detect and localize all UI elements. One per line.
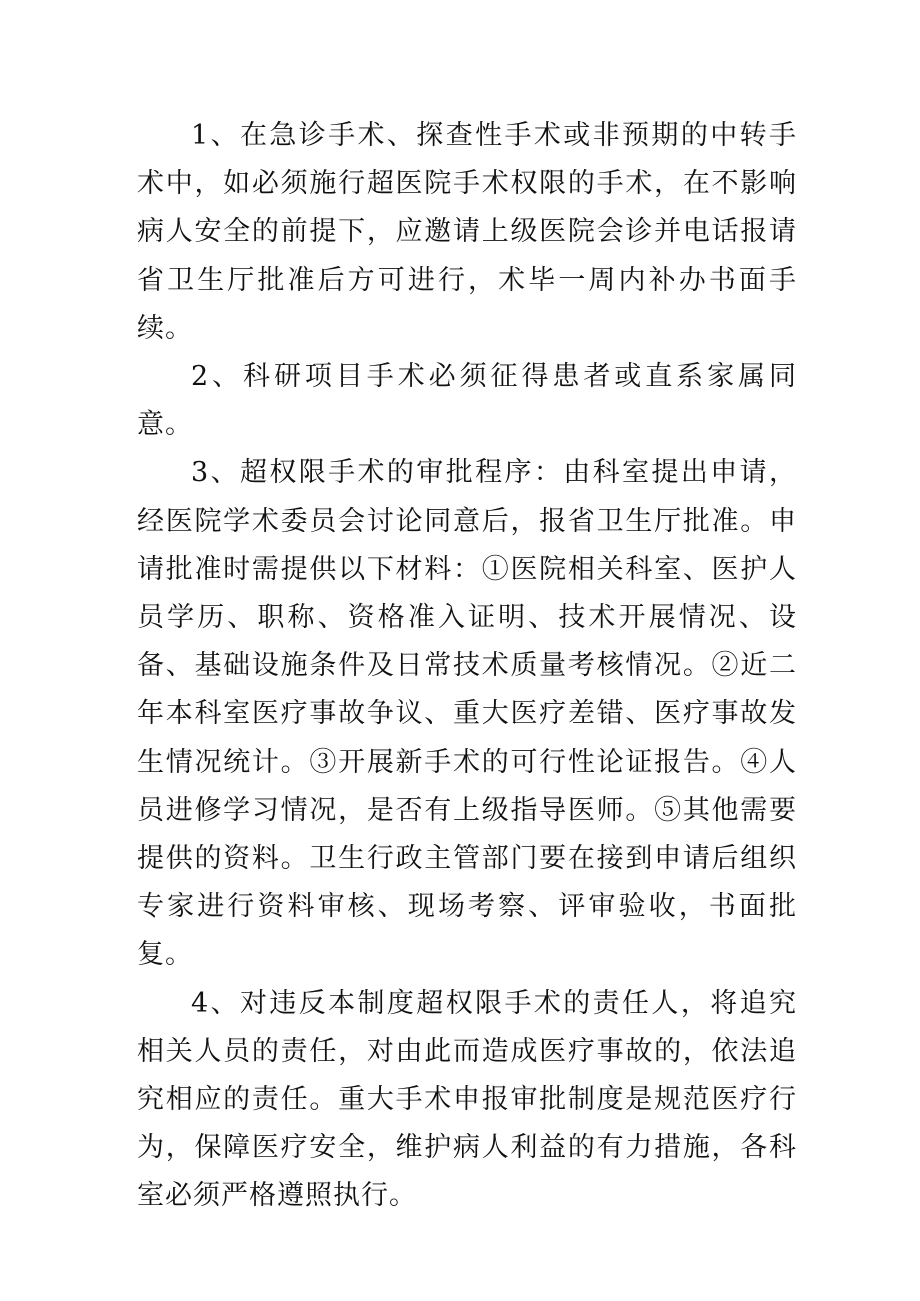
paragraph-1: 1、在急诊手术、探查性手术或非预期的中转手术中，如必须施行超医院手术权限的手术，在不影响病人安全的前提下，应邀请上级医院会诊并电话报请省卫生厅批准后方可进行，术毕一周内补办书面手续。 <box>137 120 797 344</box>
paragraph-3: 3、超权限手术的审批程序：由科室提出申请，经医院学术委员会讨论同意后，报省卫生厅批准。申请批准时需提供以下材料：①医院相关科室、医护人员学历、职称、资格准入证明、技术开展情况、设备、基础设施条件及日常技术质量考核情况。②近二年本科室医疗事故争议、重大医疗差错、医疗事故发生情况统计。③开展新手术的可行性论证报告。④人员进修学习情况，是否有上级指导医师。⑤其他需要提供的资料。卫生行政主管部门要在接到申请后组织专家进行资料审核、现场考察、评审验收，书面批复。 <box>137 457 797 971</box>
paragraph-4: 4、对违反本制度超权限手术的责任人，将追究相关人员的责任，对由此而造成医疗事故的，依法追究相应的责任。重大手术申报审批制度是规范医疗行为，保障医疗安全，维护病人利益的有力措施，各科室必须严格遵照执行。 <box>137 987 797 1212</box>
paragraph-2: 2、科研项目手术必须征得患者或直系家属同意。 <box>137 361 797 441</box>
document-body <box>137 112 797 1221</box>
